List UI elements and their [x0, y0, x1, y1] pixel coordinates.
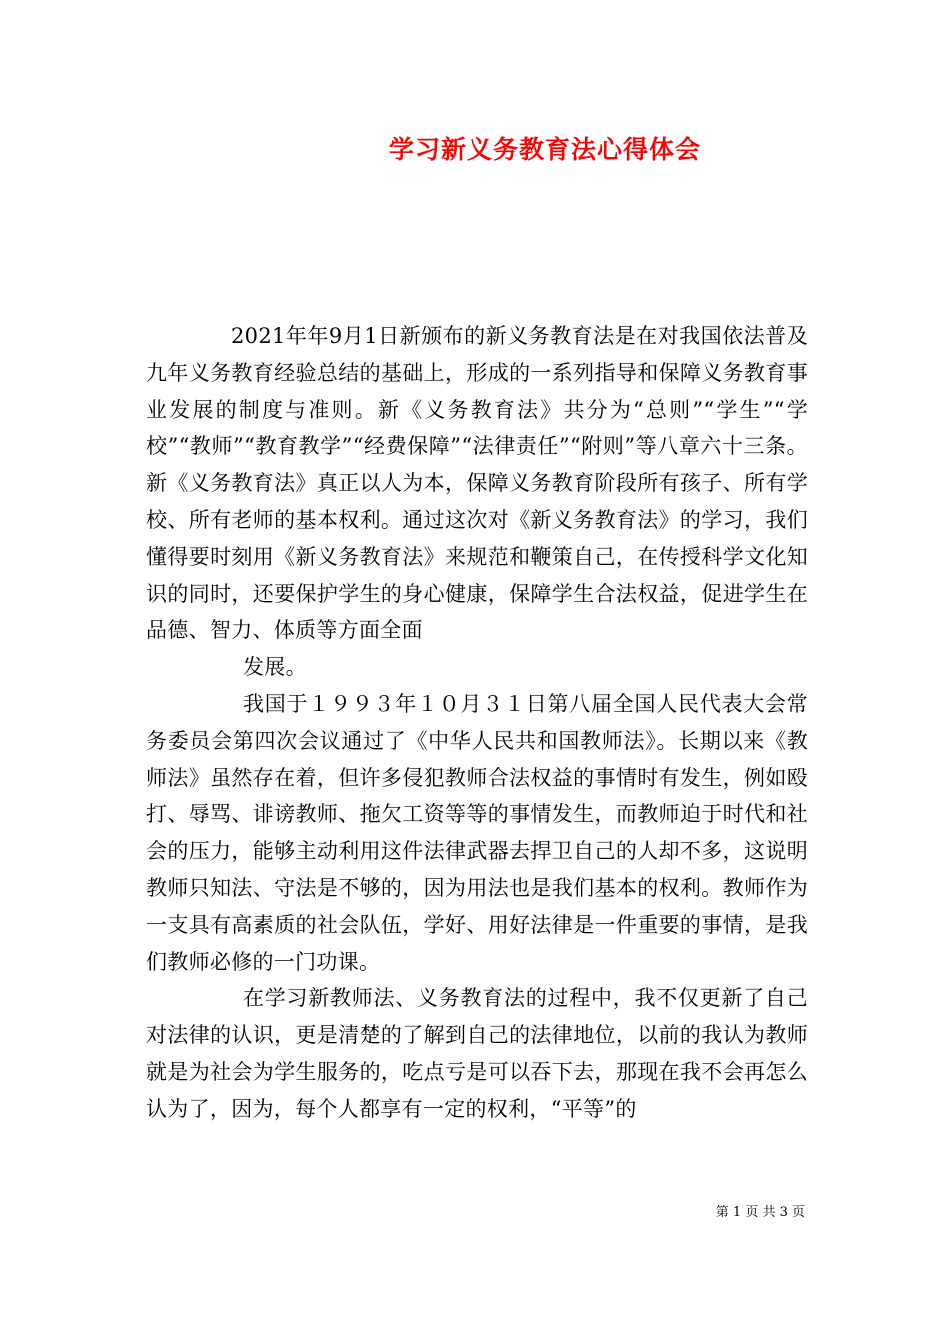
document-body [146, 318, 808, 1128]
paragraph-1: 2021年年9月1日新颁布的新义务教育法是在对我国依法普及九年义务教育经验总结的基础上，形成的一系列指导和保障义务教育事业发展的制度与准则。新《义务教育法》共分为“总则”“学生”“学校”“教师”“教育教学”“经费保障”“法律责任”“附则”等八章六十三条。新《义务教育法》真正以人为本，保障义务教育阶段所有孩子、所有学校、所有老师的基本权利。通过这次对《新义务教育法》的学习，我们懂得要时刻用《新义务教育法》来规范和鞭策自己，在传授科学文化知识的同时，还要保护学生的身心健康，保障学生合法权益，促进学生在品德、智力、体质等方面全面 [146, 324, 808, 643]
document-title: 学习新义务教育法心得体会 [388, 135, 701, 164]
paragraph-3: 我国于１９９３年１０月３１日第八届全国人民代表大会常务委员会第四次会议通过了《中华人民共和国教师法》。长期以来《教师法》虽然存在着，但许多侵犯教师合法权益的事情时有发生，例如殴打、辱骂、诽谤教师、拖欠工资等等的事情发生，而教师迫于时代和社会的压力，能够主动利用这件法律武器去捍卫自己的人却不多，这说明教师只知法、守法是不够的，因为用法也是我们基本的权利。教师作为一支具有高素质的社会队伍，学好、用好法律是一件重要的事情，是我们教师必修的一门功课。 [146, 691, 808, 974]
page-number-footer: 第 1 页 共 3 页 [715, 1205, 805, 1220]
paragraph-2: 发展。 [243, 655, 307, 680]
paragraph-4: 在学习新教师法、义务教育法的过程中，我不仅更新了自己对法律的认识，更是清楚的了解到自己的法律地位，以前的我认为教师就是为社会为学生服务的，吃点亏是可以吞下去，那现在我不会再怎么认为了，因为，每个人都享有一定的权利，“平等”的 [146, 986, 808, 1121]
